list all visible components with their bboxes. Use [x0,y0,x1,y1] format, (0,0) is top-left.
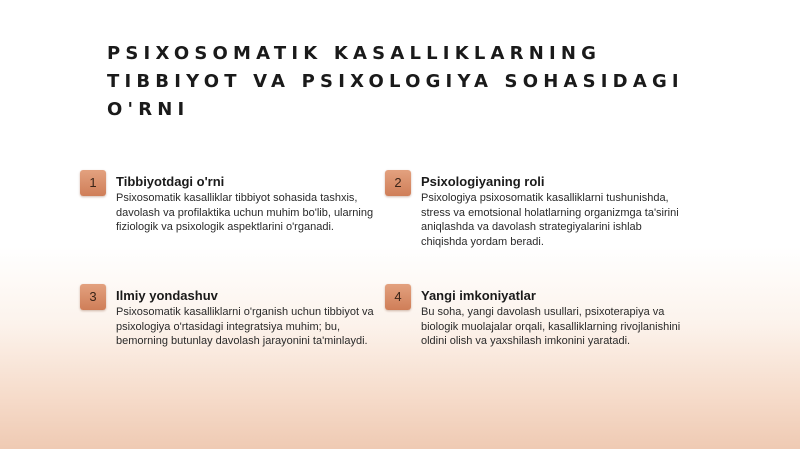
number-badge: 2 [385,170,411,196]
slide-title: PSIXOSOMATIK KASALLIKLARNING TIBBIYOT VA PSIXOLOGIYA SOHASIDAGI O'RNI [107,43,684,120]
number-badge: 3 [80,284,106,310]
number-badge: 4 [385,284,411,310]
item-body: Psixosomatik kasalliklar tibbiyot sohasida tashxis, davolash va profilaktika uchun muhim bo'lib, ularning fiziologik va psixologik aspektlarini o'rganadi. [116,192,374,234]
item-body: Psixologiya psixosomatik kasalliklarni tushunishda, stress va emotsional holatlarning organizmga ta'sirini aniqlashda va davolash strategiyalarini ishlab chiqishda yordam beradi. [421,192,679,248]
item-body: Psixosomatik kasalliklarni o'rganish uchun tibbiyot va psixologiya o'rtasidagi integratsiya muhim; bu, bemorning butunlay davolash jarayonini ta'minlaydi. [116,306,374,348]
item-title: Tibbiyotdagi o'rni [116,174,225,189]
item-title: Ilmiy yondashuv [116,288,218,303]
number-badge: 1 [80,170,106,196]
item-title: Psixologiyaning roli [421,174,545,189]
item-title: Yangi imkoniyatlar [421,288,536,303]
item-body: Bu soha, yangi davolash usullari, psixoterapiya va biologik muolajalar orqali, kasalliklarning rivojlanishini oldini olish va yaxshilash imkonini yaratadi. [421,306,681,348]
